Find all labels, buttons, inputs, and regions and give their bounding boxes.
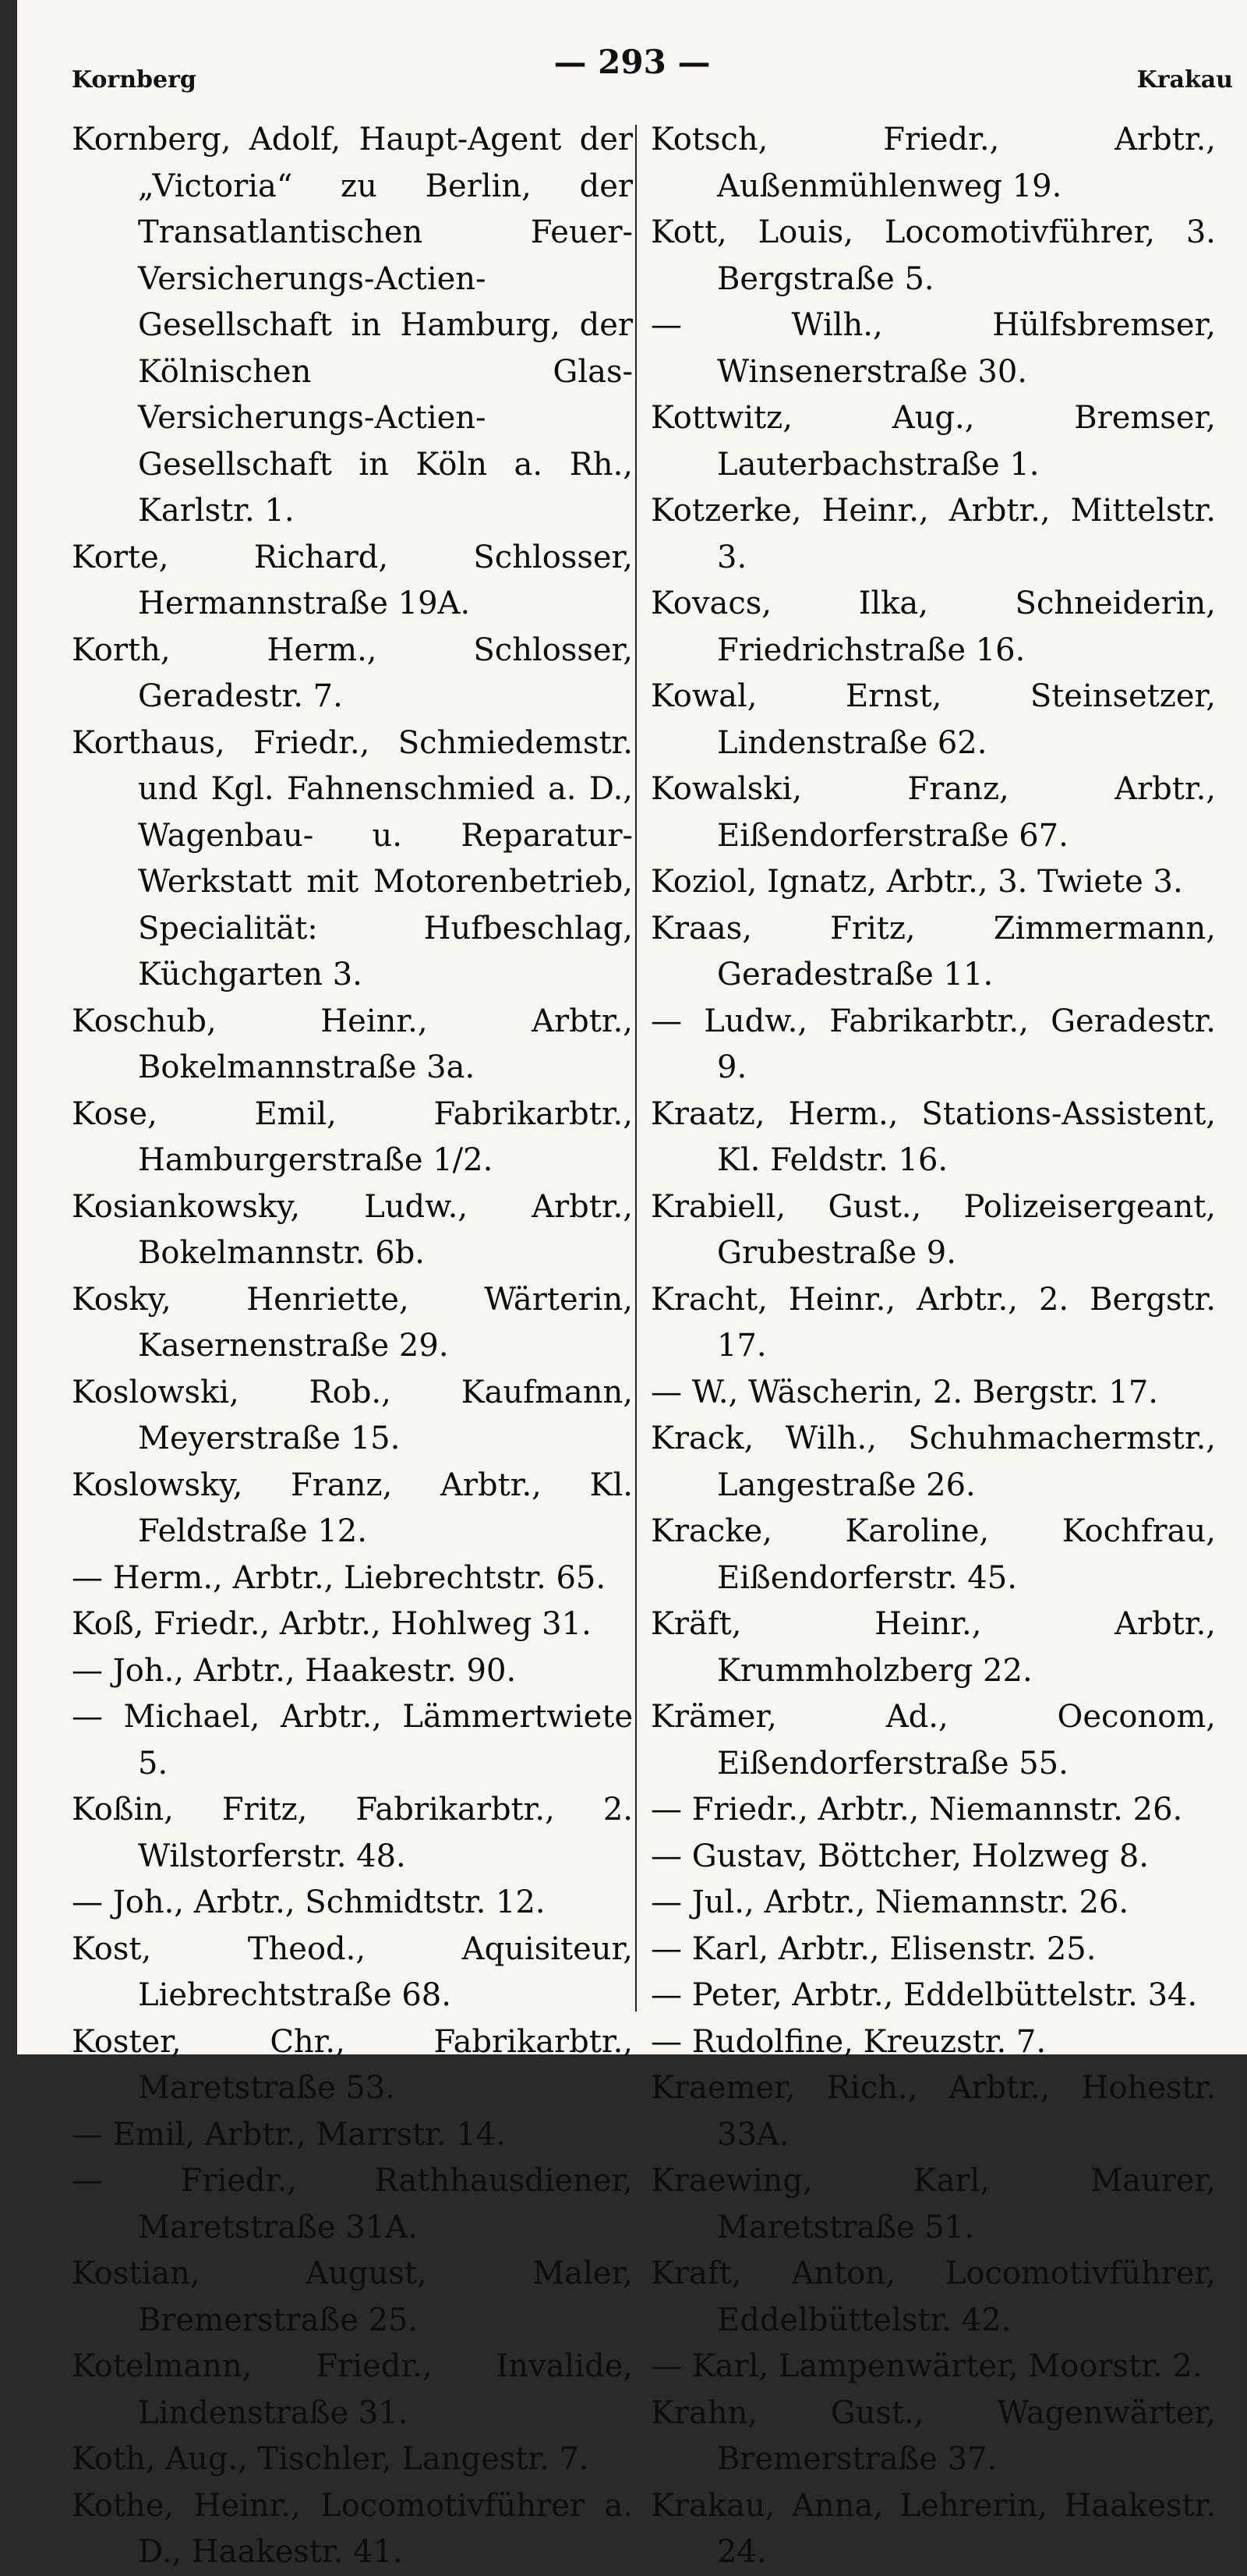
directory-entry: Kott, Louis, Locomotivführer, 3. Bergstraße 5. <box>651 214 1216 297</box>
directory-entry: Kowal, Ernst, Steinsetzer, Lindenstraße 62. <box>651 678 1216 761</box>
directory-entry: — Karl, Arbtr., Elisenstr. 25. <box>651 1930 1097 1967</box>
directory-entry: Kosiankowsky, Ludw., Arbtr., Bokelmannstr. 6b. <box>72 1188 633 1271</box>
directory-entry: Kraemer, Rich., Arbtr., Hohestr. 33A. <box>651 2070 1216 2153</box>
directory-entry: Kraft, Anton, Locomotivführer, Eddelbüttelstr. 42. <box>651 2256 1216 2338</box>
directory-entry: Koschub, Heinr., Arbtr., Bokelmannstraße 3a. <box>72 1003 633 1085</box>
directory-entry: — Karl, Lampenwärter, Moorstr. 2. <box>651 2348 1203 2384</box>
directory-entry: Kottwitz, Aug., Bremser, Lauterbachstraße 1. <box>651 400 1216 483</box>
directory-entry: — Joh., Arbtr., Haakestr. 90. <box>72 1652 517 1689</box>
directory-entry: — Friedr., Rathhausdiener, Maretstraße 31A. <box>72 2163 633 2245</box>
directory-entry: — Joh., Arbtr., Schmidtstr. 12. <box>72 1884 546 1920</box>
directory-entry: Kotzerke, Heinr., Arbtr., Mittelstr. 3. <box>651 493 1216 575</box>
page-number: — 293 — <box>553 43 711 81</box>
directory-entry: — Emil, Arbtr., Marrstr. 14. <box>72 2116 506 2153</box>
directory-entry: Kovacs, Ilka, Schneiderin, Friedrichstraße 16. <box>651 586 1216 668</box>
directory-entry: Kraas, Fritz, Zimmermann, Geradestraße 11. <box>651 910 1216 993</box>
directory-entry: Korte, Richard, Schlosser, Hermannstraße 19A. <box>72 539 633 621</box>
directory-entry: Kracht, Heinr., Arbtr., 2. Bergstr. 17. <box>651 1281 1216 1364</box>
directory-entry: Kostian, August, Maler, Bremerstraße 25. <box>72 2256 633 2338</box>
directory-entry: Koslowski, Rob., Kaufmann, Meyerstraße 15. <box>72 1374 633 1456</box>
directory-entry: — Herm., Arbtr., Liebrechtstr. 65. <box>72 1559 606 1596</box>
directory-entry: Krakau, Anna, Lehrerin, Haakestr. 24. <box>651 2487 1216 2570</box>
column-divider <box>635 125 637 2012</box>
directory-entry: — Gustav, Böttcher, Holzweg 8. <box>651 1838 1150 1874</box>
directory-entry: Koßin, Fritz, Fabrikarbtr., 2. Wilstorferstr. 48. <box>72 1792 633 1874</box>
directory-entry: Krämer, Ad., Oeconom, Eißendorferstraße 55. <box>651 1699 1216 1782</box>
directory-entry: Korthaus, Friedr., Schmiedemstr. und Kgl. Fahnenschmied a. D., Wagenbau- u. Reparatur-Werkstatt mit Motorenbetrieb, Specialität: Hufbeschlag, Küchgarten 3. <box>72 724 633 993</box>
directory-entry: Kornberg, Adolf, Haupt-Agent der „Victoria“ zu Berlin, der Transatlantischen Feuer-Versicherungs-Actien-Gesellschaft in Hamburg, der Kölnischen Glas-Versicherungs-Actien-Gesellschaft in Köln a. Rh., Karlstr. 1. <box>72 122 633 529</box>
left-column <box>72 117 633 2576</box>
directory-entry: Kowalski, Franz, Arbtr., Eißendorferstraße 67. <box>651 771 1216 854</box>
directory-entry: Kraewing, Karl, Maurer, Maretstraße 51. <box>651 2163 1216 2245</box>
directory-entry: — Michael, Arbtr., Lämmertwiete 5. <box>72 1699 633 1782</box>
directory-entry: Krabiell, Gust., Polizeisergeant, Grubestraße 9. <box>651 1188 1216 1271</box>
directory-entry: Kräft, Heinr., Arbtr., Krummholzberg 22. <box>651 1606 1216 1689</box>
directory-entry: Kothe, Heinr., Locomotivführer a. D., Haakestr. 41. <box>72 2487 633 2570</box>
directory-entry: — Rudolfine, Kreuzstr. 7. <box>651 2023 1047 2060</box>
directory-entry: Kose, Emil, Fabrikarbtr., Hamburgerstraße 1/2. <box>72 1095 633 1178</box>
directory-entry: Kotelmann, Friedr., Invalide, Lindenstraße 31. <box>72 2348 633 2431</box>
directory-entry: — Ludw., Fabrikarbtr., Geradestr. 9. <box>651 1003 1216 1085</box>
directory-entry: Koß, Friedr., Arbtr., Hohlweg 31. <box>72 1606 592 1642</box>
directory-entry: Kotsch, Friedr., Arbtr., Außenmühlenweg 19. <box>651 122 1216 204</box>
directory-entry: Koziol, Ignatz, Arbtr., 3. Twiete 3. <box>651 864 1183 900</box>
right-column <box>651 117 1216 2576</box>
directory-entry: Koth, Aug., Tischler, Langestr. 7. <box>72 2441 589 2477</box>
directory-entry: — Peter, Arbtr., Eddelbüttelstr. 34. <box>651 1977 1198 2013</box>
directory-page <box>17 0 1247 2570</box>
page-header <box>17 43 1247 97</box>
directory-entry: Koster, Chr., Fabrikarbtr., Maretstraße 53. <box>72 2023 633 2106</box>
directory-entry: — Wilh., Hülfsbremser, Winsenerstraße 30. <box>651 307 1216 390</box>
header-left-keyword: Kornberg <box>72 66 196 94</box>
directory-entry: Kracke, Karoline, Kochfrau, Eißendorferstr. 45. <box>651 1513 1216 1596</box>
directory-entry: Kost, Theod., Aquisiteur, Liebrechtstraße 68. <box>72 1930 633 2013</box>
directory-entry: Kosky, Henriette, Wärterin, Kasernenstraße 29. <box>72 1281 633 1364</box>
directory-entry: Kraatz, Herm., Stations-Assistent, Kl. Feldstr. 16. <box>651 1095 1216 1178</box>
directory-entry: — Jul., Arbtr., Niemannstr. 26. <box>651 1884 1129 1920</box>
directory-entry: Koslowsky, Franz, Arbtr., Kl. Feldstraße 12. <box>72 1467 633 1549</box>
directory-entry: Krahn, Gust., Wagenwärter, Bremerstraße 37. <box>651 2394 1216 2477</box>
directory-entry: — Friedr., Arbtr., Niemannstr. 26. <box>651 1792 1183 1828</box>
directory-entry: — W., Wäscherin, 2. Bergstr. 17. <box>651 1374 1158 1410</box>
header-right-keyword: Krakau <box>1136 66 1233 94</box>
directory-entry: Krack, Wilh., Schuhmachermstr., Langestraße 26. <box>651 1421 1216 1503</box>
directory-entry: Korth, Herm., Schlosser, Geradestr. 7. <box>72 632 633 714</box>
